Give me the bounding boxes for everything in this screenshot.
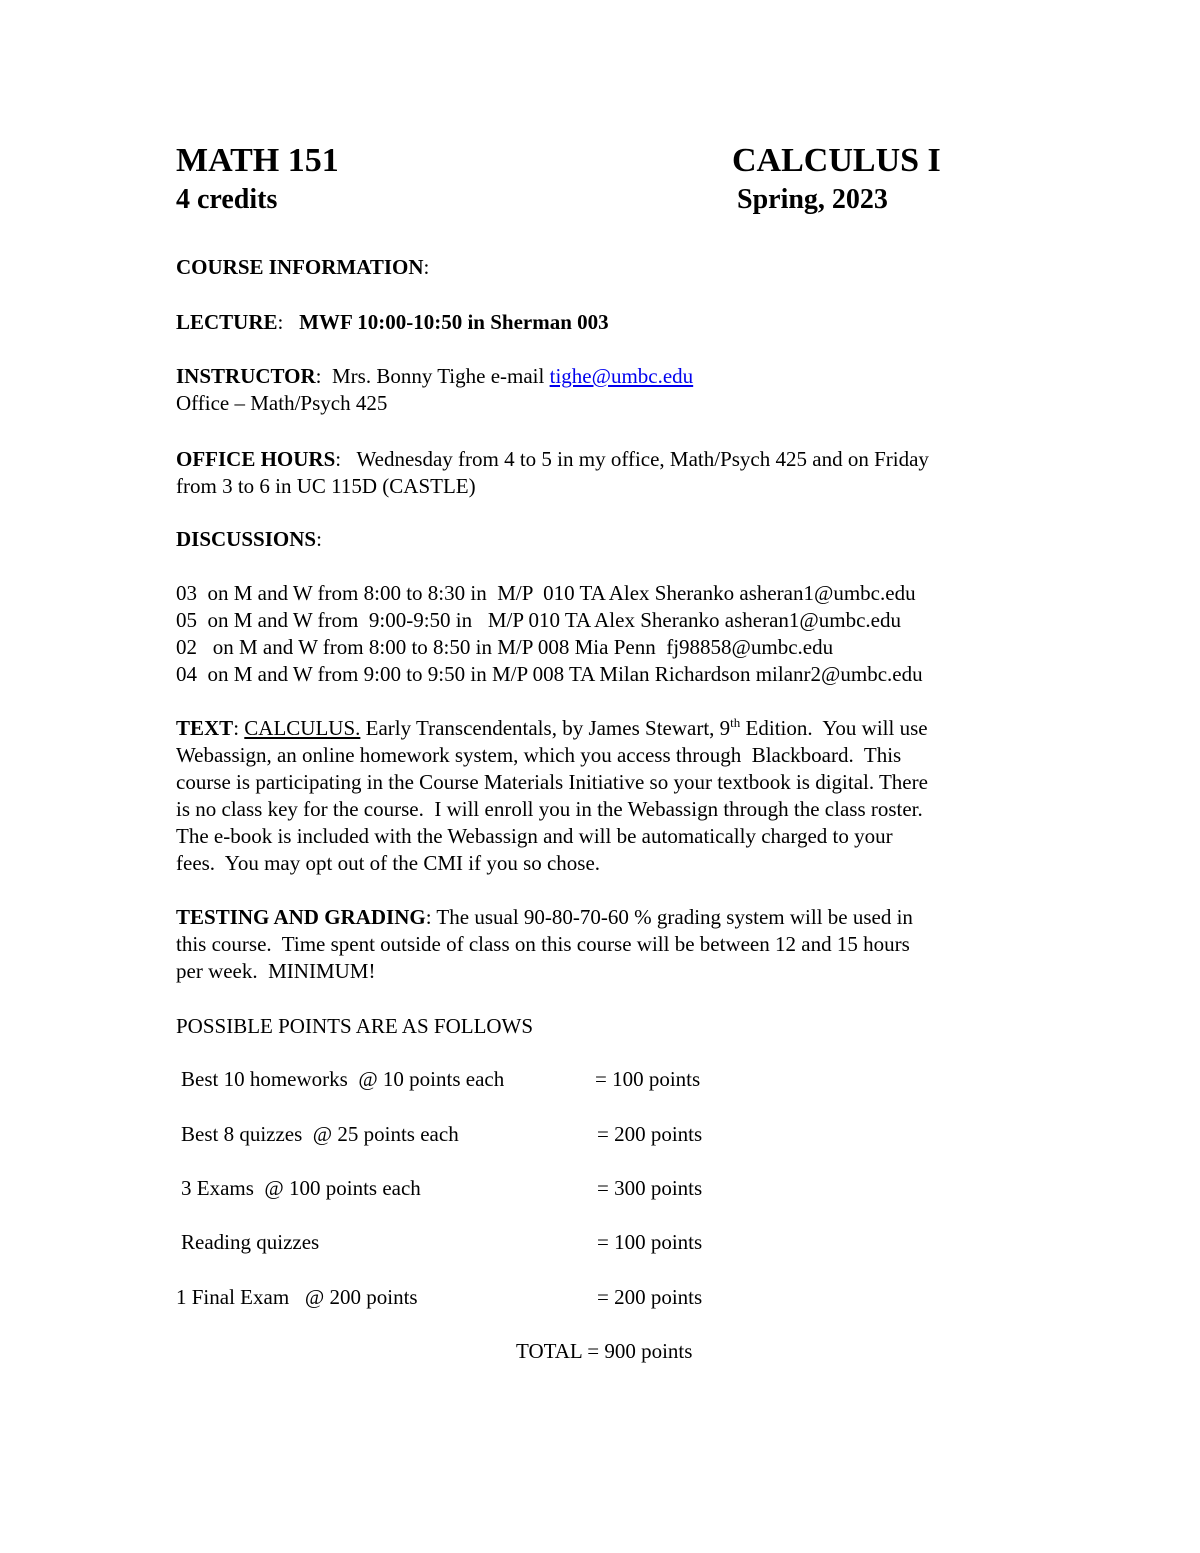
lecture-line [176, 309, 609, 336]
office-hours-colon: : [335, 447, 342, 471]
course-information-colon: : [423, 255, 430, 279]
testing-line3: per week. MINIMUM! [176, 959, 376, 983]
discussion-section: 04 on M and W from 9:00 to 9:50 in M/P 008 TA Milan Richardson milanr2@umbc.edu [176, 662, 923, 686]
course-code: MATH 151 [176, 142, 339, 179]
text-line1 [176, 715, 928, 742]
discussions-label: DISCUSSIONS [176, 527, 317, 551]
text-book-info: Early Transcendentals, by James Stewart, 9 [360, 716, 731, 740]
text-label: TEXT [176, 716, 234, 740]
discussion-section: 03 on M and W from 8:00 to 8:30 in M/P 010 TA Alex Sheranko asheran1@umbc.edu [176, 581, 916, 605]
instructor-name: Mrs. Bonny Tighe e-mail [332, 364, 550, 388]
text-edition-sup: th [730, 715, 741, 730]
text-line3: course is participating in the Course Materials Initiative so your textbook is digital. There [176, 770, 928, 794]
points-heading: POSSIBLE POINTS ARE AS FOLLOWS [176, 1014, 534, 1038]
text-book-title: CALCULUS. [244, 716, 361, 740]
text-line2: Webassign, an online homework system, which you access through Blackboard. This [176, 743, 902, 767]
points-row-value: = 100 points [597, 1230, 703, 1254]
testing-line2: this course. Time spent outside of class on this course will be between 12 and 15 hours [176, 932, 910, 956]
points-row-item: Best 8 quizzes @ 25 points each [181, 1122, 459, 1146]
points-total [516, 1338, 692, 1365]
discussions-colon: : [316, 527, 322, 551]
course-information-heading [176, 254, 429, 281]
points-row-item: Reading quizzes [181, 1230, 320, 1254]
discussion-section: 02 on M and W from 8:00 to 8:50 in M/P 008 Mia Penn fj98858@umbc.edu [176, 635, 834, 659]
testing-colon: : [425, 905, 432, 929]
discussions-heading [176, 526, 322, 553]
course-credits: 4 credits [176, 184, 278, 215]
points-row-value: = 200 points [597, 1122, 703, 1146]
points-total-value: = 900 points [587, 1339, 693, 1363]
points-row-item: 3 Exams @ 100 points each [181, 1176, 421, 1200]
text-colon: : [233, 716, 245, 740]
testing-line1 [176, 904, 913, 931]
course-name: CALCULUS I [732, 142, 941, 179]
points-row-item: Best 10 homeworks @ 10 points each [181, 1067, 505, 1091]
office-hours-line2: from 3 to 6 in UC 115D (CASTLE) [176, 474, 476, 498]
points-row-value: = 300 points [597, 1176, 703, 1200]
lecture-colon: : [277, 310, 284, 334]
testing-text: The usual 90-80-70-60 % grading system will be used in [431, 905, 913, 929]
instructor-colon: : [315, 364, 322, 388]
discussion-section: 05 on M and W from 9:00-9:50 in M/P 010 TA Alex Sheranko asheran1@umbc.edu [176, 608, 901, 632]
text-line1-rest: Edition. You will use [740, 716, 928, 740]
instructor-line [176, 363, 693, 390]
testing-label: TESTING AND GRADING [176, 905, 426, 929]
office-hours-line1 [176, 446, 929, 473]
office-hours-text: Wednesday from 4 to 5 in my office, Math/Psych 425 and on Friday [356, 447, 929, 471]
points-row-item: 1 Final Exam @ 200 points [176, 1285, 418, 1309]
instructor-office: Office – Math/Psych 425 [176, 391, 388, 415]
office-hours-label: OFFICE HOURS [176, 447, 336, 471]
instructor-email-link[interactable]: tighe@umbc.edu [549, 364, 694, 388]
lecture-value: MWF 10:00-10:50 in Sherman 003 [299, 310, 609, 334]
points-row-value: = 100 points [595, 1067, 701, 1091]
points-total-label: TOTAL [516, 1339, 582, 1363]
course-term: Spring, 2023 [737, 184, 888, 215]
lecture-label: LECTURE [176, 310, 278, 334]
text-line6: fees. You may opt out of the CMI if you so chose. [176, 851, 601, 875]
course-information-label: COURSE INFORMATION [176, 255, 424, 279]
points-row-value: = 200 points [597, 1285, 703, 1309]
text-line5: The e-book is included with the Webassign and will be automatically charged to your [176, 824, 893, 848]
text-line4: is no class key for the course. I will enroll you in the Webassign through the class roster. [176, 797, 923, 821]
instructor-label: INSTRUCTOR [176, 364, 316, 388]
